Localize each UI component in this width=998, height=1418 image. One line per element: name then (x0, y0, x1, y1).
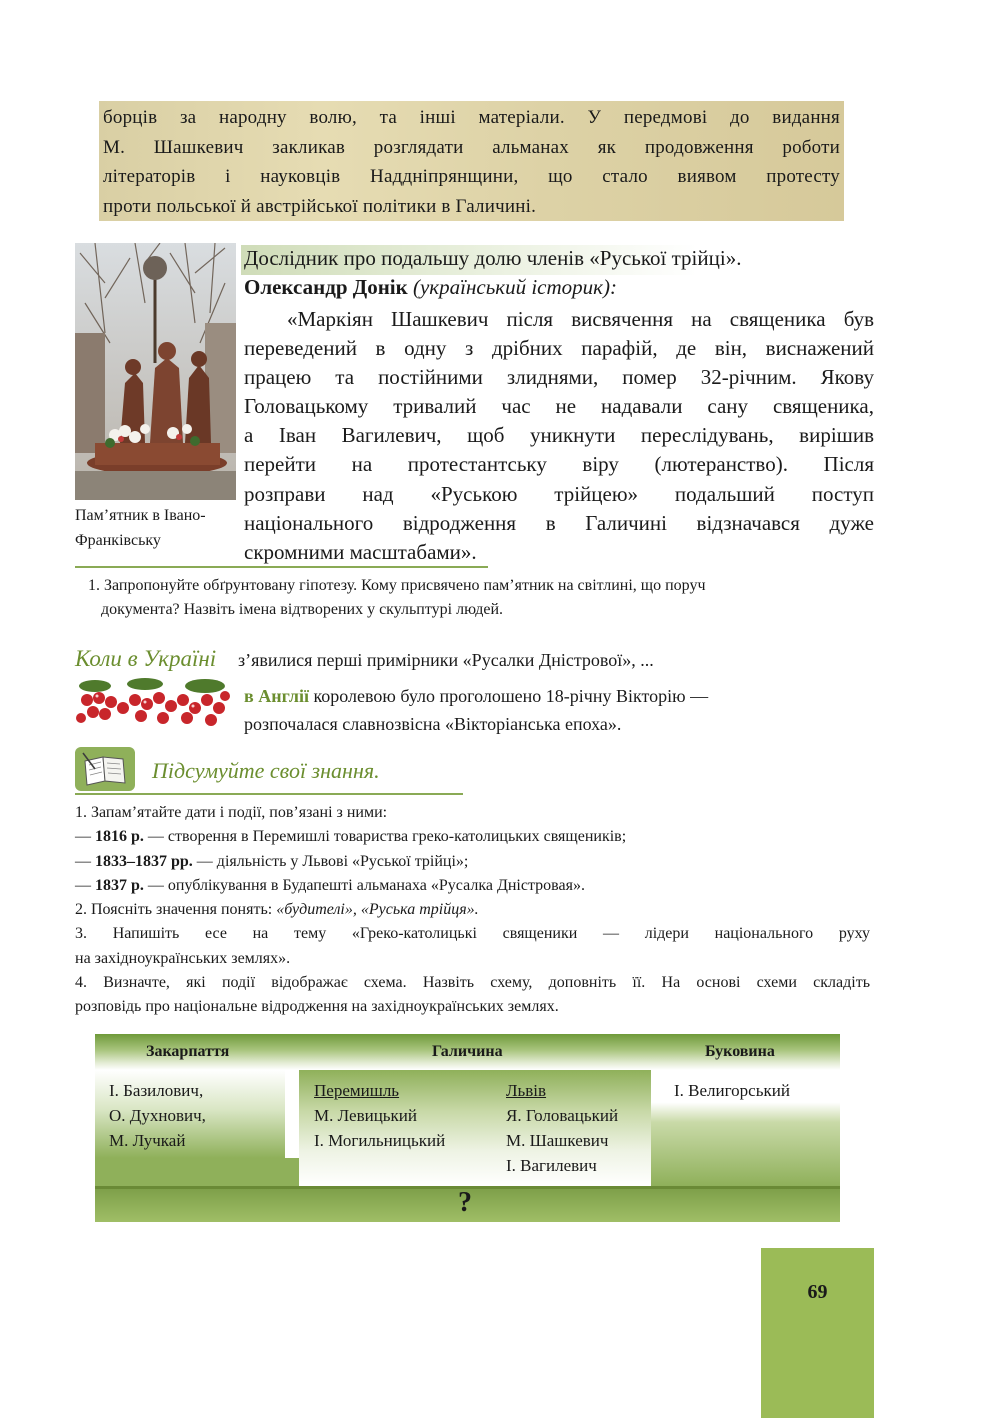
page-number: 69 (807, 1281, 828, 1303)
quote-line: розправи над «Руською трійцею» подальший поступ (244, 482, 874, 506)
document-line: літераторів і науковців Наддніпрянщини, що стало виявом протесту (103, 166, 840, 187)
date-text: — діяльність у Львові «Руської трійці»; (192, 852, 469, 870)
england-text-1: королевою було проголошено 18-річну Вікторію — (308, 686, 709, 706)
document-excerpt (99, 101, 844, 221)
date-item: — 1816 р. — створення в Перемишлі товариства греко-католицьких священиків; (75, 828, 627, 846)
person-name: І. Велигорський (674, 1081, 790, 1100)
person-name: І. Вагилевич (506, 1156, 597, 1175)
quote-line: працею та постійними злиднями, помер 32-річним. Якову (244, 365, 874, 389)
item2-prefix: 2. Поясніть значення понять: (75, 901, 277, 919)
book-icon (75, 747, 135, 791)
summary-item: 1. Запам’ятайте дати і події, пов’язані з ними: (75, 804, 388, 821)
peremyshl-group (314, 1078, 445, 1153)
document-line: борців за народну волю, та інші матеріали. У передмові до видання (103, 107, 840, 128)
person-name: М. Левицький (314, 1106, 418, 1125)
person-name: Я. Головацький (506, 1106, 619, 1125)
person-name: М. Шашкевич (506, 1131, 609, 1150)
viburnum-berries-image (75, 678, 232, 728)
peremyshl-title: Перемишль (314, 1081, 400, 1100)
england-text (244, 682, 804, 738)
summary-item: розповідь про національне відродження на західноукраїнських землях. (75, 998, 559, 1016)
lviv-group (506, 1078, 618, 1178)
date-value: 1816 р. (95, 828, 144, 846)
quote-line: національного відродження в Галичині відзначався дуже (244, 511, 874, 535)
bukovyna-names (674, 1078, 790, 1103)
when-in-ukraine-label: Коли в Україні (75, 646, 217, 671)
question-block (88, 574, 876, 622)
lviv-title: Львів (506, 1081, 547, 1100)
scheme-header-halychyna: Галичина (432, 1043, 503, 1060)
when-in-ukraine-text: з’явилися перші примірники «Русалки Дністрової», ... (238, 650, 654, 670)
quote-line: переведений в одну з дрібних парафій, де він, виснажений (244, 336, 874, 360)
person-name: І. Могильницький (314, 1131, 446, 1150)
document-line: проти польської й австрійської політики в Галичині. (103, 195, 537, 217)
photo-caption (75, 503, 243, 553)
zakarpattia-names (109, 1078, 206, 1153)
scheme-question-mark: ? (458, 1187, 472, 1218)
date-item: — 1833–1837 рр. — діяльність у Львові «Руської трійці»; (75, 852, 469, 870)
researcher-author-line (244, 275, 617, 300)
date-value: 1837 р. (95, 876, 144, 894)
document-line: М. Шашкевич закликав розглядати альманах як продовження роботи (103, 136, 840, 158)
scheme-header-bukovyna: Буковина (705, 1043, 775, 1060)
researcher-role: (український історик): (412, 275, 617, 299)
summary-divider (75, 793, 463, 795)
summary-item: 4. Визначте, які події відображає схема. Назвіть схему, доповніть її. На основі схеми складіть (75, 974, 870, 992)
england-label: в Англії (244, 686, 309, 706)
caption-line: Франківську (75, 532, 161, 549)
question-line: 1. Запропонуйте обґрунтовану гіпотезу. Кому присвячено пам’ятник на світлині, що поруч (88, 577, 706, 594)
item2-terms: «будителі», «Руська трійця». (276, 901, 479, 919)
question-line: документа? Назвіть імена відтворених у скульптурі людей. (101, 601, 504, 618)
summary-items (75, 801, 870, 1020)
summary-title: Підсумуйте свої знання. (152, 758, 380, 783)
researcher-author: Олександр Донік (244, 275, 408, 299)
scheme-filler (95, 1158, 299, 1186)
summary-item: на західноукраїнських землях». (75, 949, 291, 967)
date-text: — створення в Перемишлі товариства греко-католицьких священиків; (143, 828, 627, 846)
summary-item: 3. Напишіть есе на тему «Греко-католицькі священики — лідери національного руху (75, 925, 870, 943)
quote-line: скромними масштабами». (244, 540, 477, 564)
date-value: 1833–1837 рр. (95, 852, 193, 870)
page-number-box (761, 1248, 874, 1418)
section-divider (75, 566, 488, 568)
summary-item (75, 898, 870, 922)
quote-line: а Іван Вагилевич, щоб уникнути переслідувань, вирішив (244, 423, 874, 447)
scheme-header-zakarpattia: Закарпаття (146, 1043, 230, 1060)
date-item: — 1837 р. — опублікування в Будапешті альманаха «Русалка Дністровая». (75, 876, 585, 894)
caption-line: Пам’ятник в Івано- (75, 507, 206, 524)
date-text: — опублікування в Будапешті альманаха «Русалка Дністровая». (143, 876, 585, 894)
quote-line: «Маркіян Шашкевич після висвячення на священика був (287, 307, 874, 331)
person-name: І. Базилович, (109, 1081, 204, 1100)
researcher-heading: Дослідник про подальшу долю членів «Руської трійці». (244, 246, 742, 270)
quote-line: перейти на протестантську віру (лютеранство). Після (244, 452, 874, 476)
person-name: О. Духнович, (109, 1106, 206, 1125)
monument-photo (75, 243, 236, 500)
england-text-2: розпочалася славнозвісна «Вікторіанська епоха». (244, 714, 622, 734)
person-name: М. Лучкай (109, 1131, 186, 1150)
quote-line: Головацькому тривалий час не надавали сану священика, (244, 394, 874, 418)
